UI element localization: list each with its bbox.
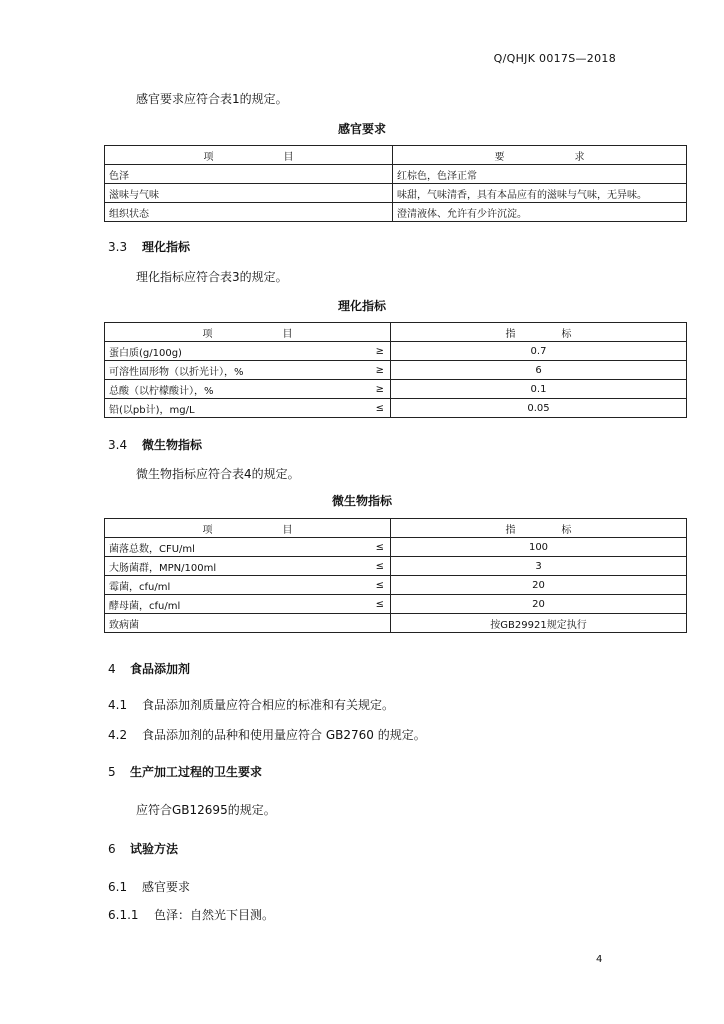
table-cell-value: 20 [391,576,687,595]
micro-intro: 微生物指标应符合表4的规定。 [136,467,300,481]
table-row [105,538,687,557]
table-cell-item: 组织状态 [105,203,393,222]
table-cell-value: 3 [391,557,687,576]
table-cell-operator: ≥ [355,342,391,361]
micro-table-caption: 微生物指标 [331,494,392,508]
table-row [105,380,687,399]
column-header-requirement: 要 求 [393,146,687,165]
table-cell-item: 霉菌，cfu/ml [105,576,355,595]
table-row [105,557,687,576]
sensory-intro: 感官要求应符合表1的规定。 [136,92,288,106]
section-heading-3-4: 3.4 微生物指标 [108,438,203,452]
physchem-table [104,322,687,418]
table-cell-operator: ≥ [355,361,391,380]
table-cell-item: 铅(以pb计)，mg/L [105,399,355,418]
table-cell-value: 0.05 [391,399,687,418]
table-row [105,165,687,184]
column-header-item: 项 目 [105,146,393,165]
section-heading-4: 4 食品添加剂 [108,662,191,676]
section-heading-5: 5 生产加工过程的卫生要求 [108,765,263,779]
table-row [105,184,687,203]
table-cell-item: 色泽 [105,165,393,184]
column-header-value: 指 标 [391,323,687,342]
column-header-item: 项 目 [105,323,391,342]
table-cell-item: 滋味与气味 [105,184,393,203]
section-heading-6: 6 试验方法 [108,842,179,856]
table-cell-operator: ≤ [355,538,391,557]
section-heading-3-3: 3.3 理化指标 [108,240,191,254]
table-row [105,399,687,418]
table-cell-value: 0.1 [391,380,687,399]
column-header-item: 项 目 [105,519,391,538]
table-cell-operator: ≤ [355,595,391,614]
sensory-table-caption: 感官要求 [337,122,386,136]
table-row [105,595,687,614]
table-row [105,614,687,633]
table-cell-item: 致病菌 [105,614,355,633]
clause-4-2: 4.2 食品添加剂的品种和使用量应符合 GB2760 的规定。 [108,728,426,742]
table-cell-value: 0.7 [391,342,687,361]
table-cell-operator: ≤ [355,576,391,595]
table-cell-item: 总酸（以柠檬酸计），% [105,380,355,399]
micro-table [104,518,687,633]
table-cell-operator [355,614,391,633]
table-row [105,361,687,380]
table-row [105,576,687,595]
standard-code: Q/QHJK 0017S—2018 [493,52,616,65]
table-cell-item: 蛋白质(g/100g) [105,342,355,361]
table-header-row [105,519,687,538]
page-number: 4 [596,954,603,965]
table-cell-requirement: 澄清液体、允许有少许沉淀。 [393,203,687,222]
table-cell-value: 6 [391,361,687,380]
section-5-text: 应符合GB12695的规定。 [136,803,276,817]
table-cell-operator: ≥ [355,380,391,399]
table-cell-operator: ≤ [355,399,391,418]
table-cell-operator: ≤ [355,557,391,576]
table-cell-value: 按GB29921规定执行 [391,614,687,633]
physchem-table-caption: 理化指标 [337,299,386,313]
table-cell-item: 菌落总数，CFU/ml [105,538,355,557]
table-cell-item: 可溶性固形物（以折光计），% [105,361,355,380]
table-header-row [105,146,687,165]
sensory-table [104,145,687,222]
table-row [105,203,687,222]
physchem-intro: 理化指标应符合表3的规定。 [136,270,288,284]
table-cell-item: 大肠菌群，MPN/100ml [105,557,355,576]
table-cell-requirement: 味甜，气味清香，具有本品应有的滋味与气味，无异味。 [393,184,687,203]
table-row [105,342,687,361]
table-cell-value: 20 [391,595,687,614]
table-cell-requirement: 红棕色，色泽正常 [393,165,687,184]
clause-4-1: 4.1 食品添加剂质量应符合相应的标准和有关规定。 [108,698,395,712]
column-header-value: 指 标 [391,519,687,538]
table-header-row [105,323,687,342]
table-cell-item: 酵母菌，cfu/ml [105,595,355,614]
clause-6-1: 6.1 感官要求 [108,880,191,894]
table-cell-value: 100 [391,538,687,557]
clause-6-1-1: 6.1.1 色泽：自然光下目测。 [108,908,275,922]
